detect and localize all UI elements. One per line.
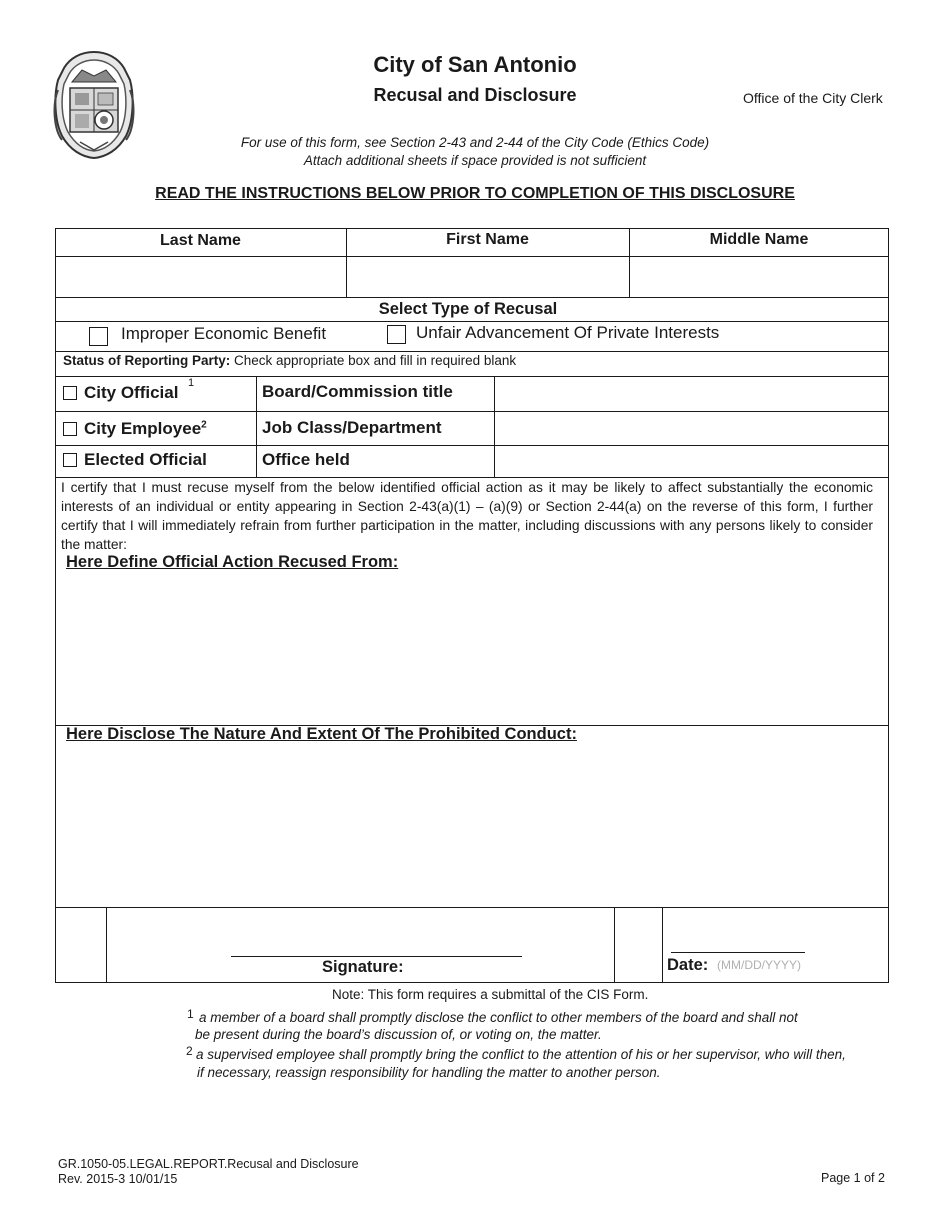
prohibited-conduct-heading: Here Disclose The Nature And Extent Of The Prohibited Conduct: <box>66 725 577 743</box>
revision: Rev. 2015-3 10/01/15 <box>58 1172 178 1186</box>
job-class-department-label: Job Class/Department <box>262 418 442 437</box>
first-name-header: First Name <box>446 231 529 248</box>
official-action-heading: Here Define Official Action Recused From: <box>66 553 399 571</box>
date-label: Date: <box>667 956 709 974</box>
status-label: Status of Reporting Party: <box>63 353 231 368</box>
footnote-2-number: 2 <box>186 1044 193 1058</box>
office-name: Office of the City Clerk <box>743 90 883 106</box>
city-official-checkbox[interactable] <box>63 386 77 400</box>
usage-note: For use of this form, see Section 2-43 and 2-44 of the City Code (Ethics Code) <box>240 135 710 150</box>
middle-name-field[interactable] <box>631 258 887 296</box>
middle-name-header: Middle Name <box>709 231 809 248</box>
date-line[interactable] <box>671 952 805 953</box>
footnote-1-line2: be present during the board’s discussion of, or voting on, the matter. <box>195 1027 602 1042</box>
office-held-field[interactable] <box>497 447 887 477</box>
footnote-1-line1: a member of a board shall promptly disclose the conflict to other members of the board and shall not <box>199 1010 798 1025</box>
last-name-field[interactable] <box>57 258 344 296</box>
unfair-advancement-checkbox[interactable] <box>387 325 406 344</box>
status-instruction <box>63 353 516 368</box>
page-number: Page 1 of 2 <box>821 1171 885 1185</box>
city-official-label: City Official <box>84 383 179 402</box>
office-held-label: Office held <box>262 450 350 469</box>
certification-text: I certify that I must recuse myself from the below identified official action as it may be likely to affect substantially the economic interests of an individual or entity appearing in Section 2-43(a)(1) – (a)(9) or Section 2-44(a) on the reverse of this form, I further certify that I will immediately refrain from further participation in the matter, including discussions with any persons likely to consider the matter: <box>61 480 873 552</box>
city-title: City of San Antonio <box>373 52 577 77</box>
prohibited-conduct-field[interactable] <box>60 750 884 904</box>
elected-official-label: Elected Official <box>84 450 207 469</box>
board-commission-title-label: Board/Commission title <box>262 382 453 401</box>
status-instruction-text: Check appropriate box and fill in required blank <box>230 353 517 368</box>
footnote-1-number: 1 <box>187 1007 194 1021</box>
city-employee-checkbox[interactable] <box>63 422 77 436</box>
footnote-2-line2: if necessary, reassign responsibility for handling the matter to another person. <box>197 1065 661 1080</box>
city-employee-footnote-ref: 2 <box>201 419 207 431</box>
date-placeholder: (MM/DD/YYYY) <box>717 958 801 972</box>
board-commission-title-field[interactable] <box>497 378 887 410</box>
cis-form-note: Note: This form requires a submittal of the CIS Form. <box>332 987 649 1002</box>
form-id: GR.1050-05.LEGAL.REPORT.Recusal and Disclosure <box>58 1157 359 1171</box>
city-employee-label: City Employee$^2$ <box>84 419 207 438</box>
elected-official-checkbox[interactable] <box>63 453 77 467</box>
instructions-heading: READ THE INSTRUCTIONS BELOW PRIOR TO COMPLETION OF THIS DISCLOSURE <box>155 185 795 202</box>
attach-note: Attach additional sheets if space provided is not sufficient <box>303 153 647 168</box>
official-action-field[interactable] <box>60 576 884 722</box>
improper-economic-benefit-label: Improper Economic Benefit <box>121 324 327 343</box>
form-title: Recusal and Disclosure <box>373 85 577 105</box>
job-class-department-field[interactable] <box>497 413 887 444</box>
unfair-advancement-label: Unfair Advancement Of Private Interests <box>416 323 720 342</box>
signature-line[interactable] <box>231 956 522 957</box>
last-name-header: Last Name <box>160 232 241 249</box>
signature-label: Signature: <box>322 958 404 976</box>
improper-economic-benefit-checkbox[interactable] <box>89 327 108 346</box>
first-name-field[interactable] <box>348 258 627 296</box>
recusal-type-heading: Select Type of Recusal <box>378 300 558 318</box>
city-official-footnote-ref: 1 <box>188 377 195 389</box>
footnote-2-line1: a supervised employee shall promptly bring the conflict to the attention of his or her supervisor, who will then, <box>196 1047 846 1062</box>
